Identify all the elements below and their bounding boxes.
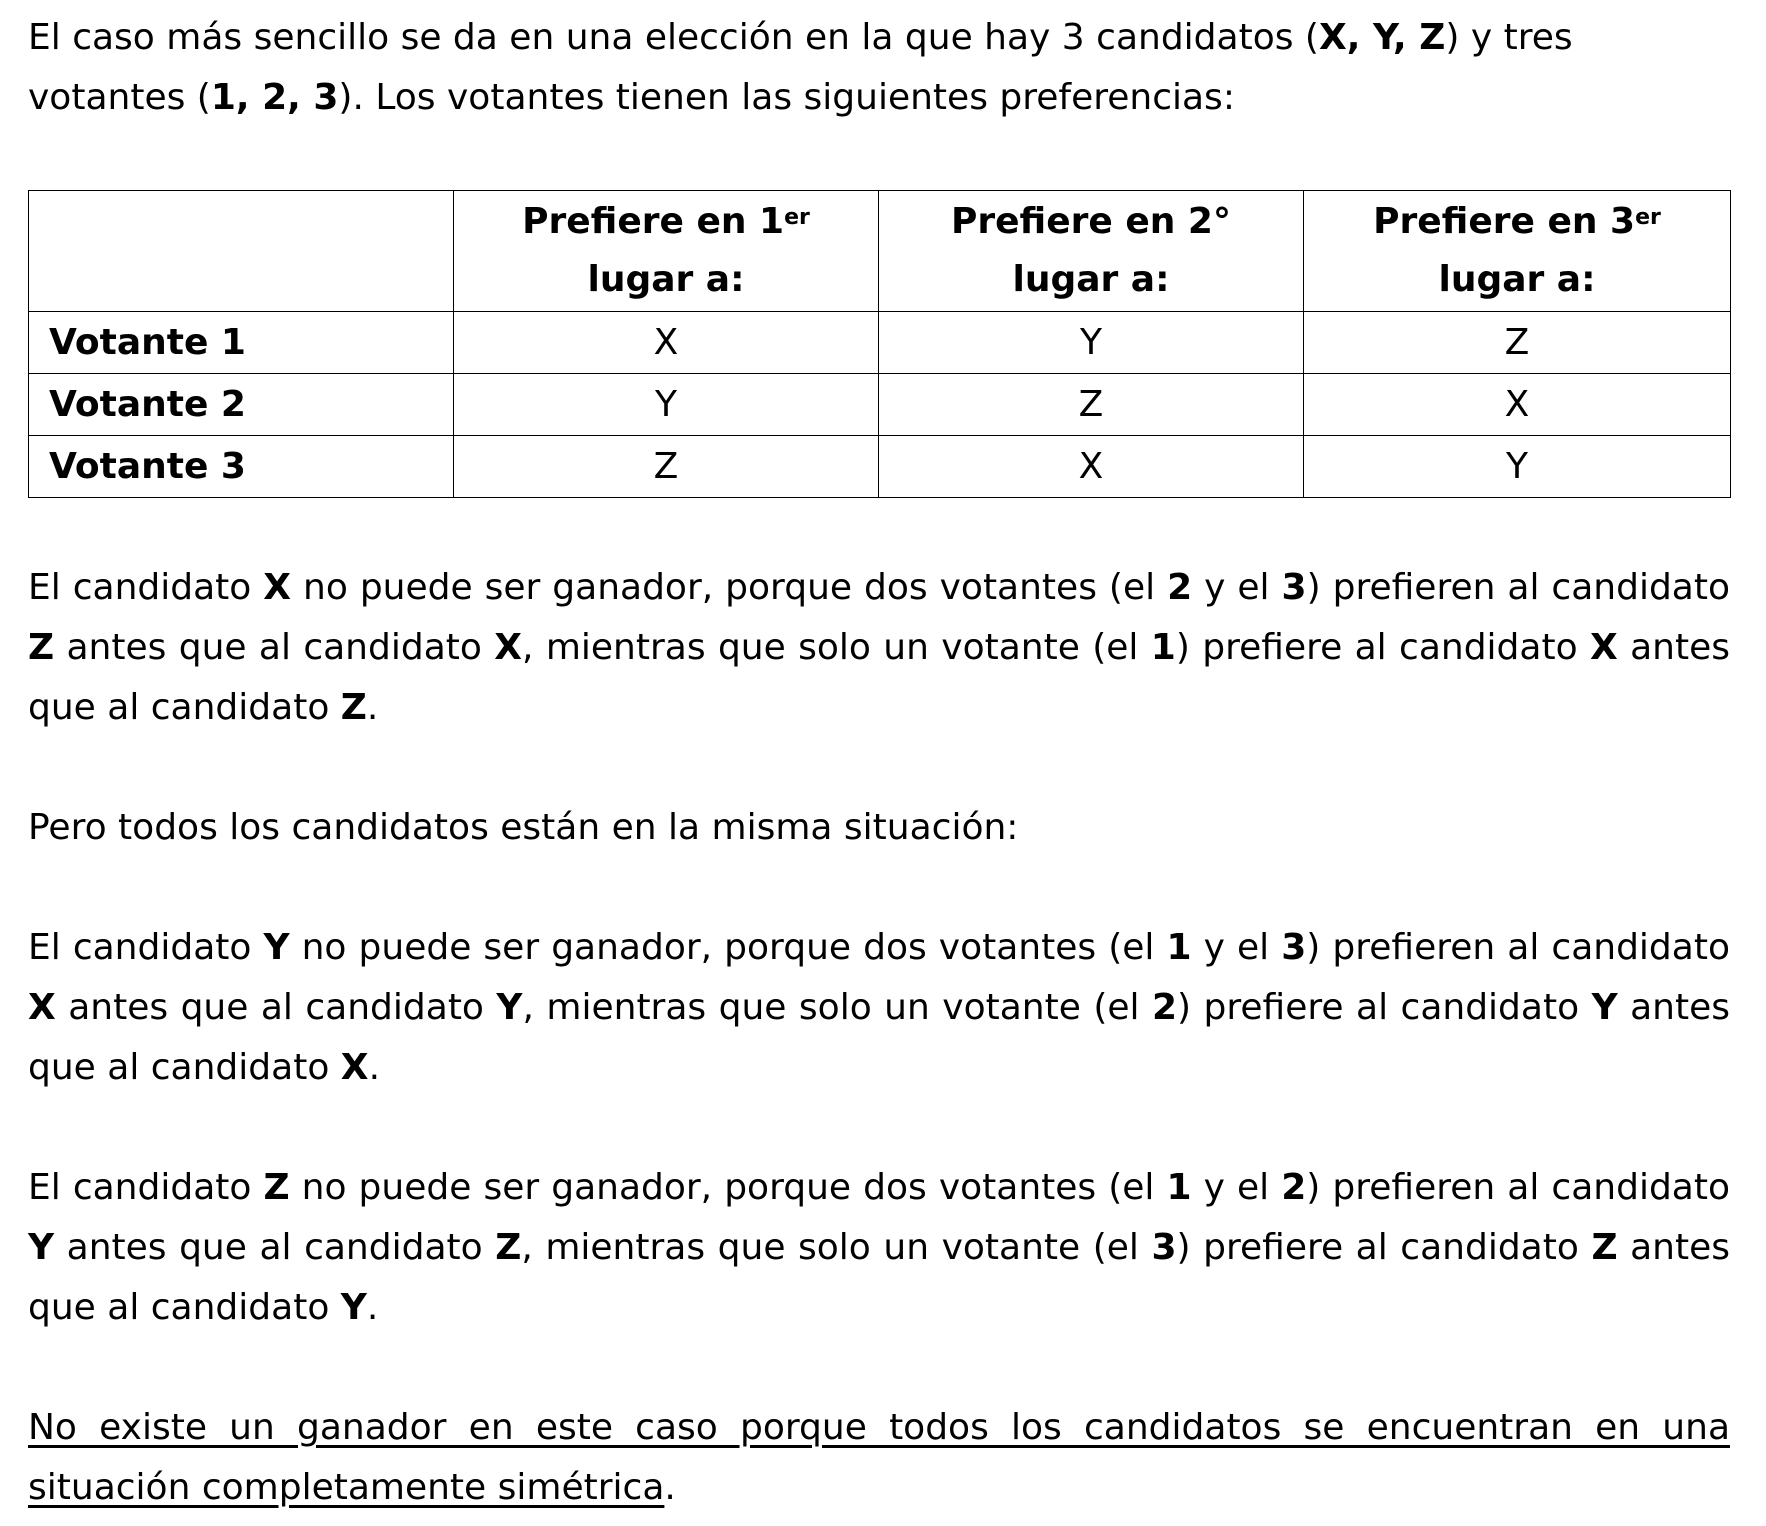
- candidates-list: X, Y, Z: [1318, 17, 1446, 58]
- table-cell: X: [454, 312, 879, 374]
- table-row: [29, 312, 1731, 374]
- table-header-cell: Prefiere en 2° lugar a:: [879, 191, 1304, 312]
- table-cell: Y: [879, 312, 1304, 374]
- table-cell: Z: [1304, 312, 1731, 374]
- table-corner-cell: [29, 191, 454, 312]
- preferences-table: [28, 190, 1731, 498]
- voters-list: 1, 2, 3: [210, 77, 339, 118]
- table-cell: Y: [1304, 436, 1731, 498]
- conclusion-paragraph: No existe un ganador en este caso porque todos los candidatos se encuentran en una situación completamente simétrica.: [28, 1407, 1730, 1508]
- intro-text: ) y tres votantes (: [28, 17, 1573, 118]
- row-label: Votante 3: [29, 436, 454, 498]
- row-label: Votante 2: [29, 374, 454, 436]
- paragraph-candidate-z: El candidato Z no puede ser ganador, porque dos votantes (el 1 y el 2) prefieren al candidato Y antes que al candidato Z, mientras que solo un votante (el 3) prefiere al candidato Z antes que al candidato Y.: [28, 1167, 1730, 1328]
- table-cell: Z: [879, 374, 1304, 436]
- table-row: [29, 436, 1731, 498]
- paragraph-candidate-y: El candidato Y no puede ser ganador, porque dos votantes (el 1 y el 3) prefieren al candidato X antes que al candidato Y, mientras que solo un votante (el 2) prefiere al candidato Y antes que al candidato X.: [28, 927, 1730, 1088]
- transition-paragraph: Pero todos los candidatos están en la misma situación:: [28, 807, 1019, 848]
- intro-text: El caso más sencillo se da en una elección en la que hay 3 candidatos (: [28, 17, 1319, 58]
- table-header-cell: Prefiere en 1er lugar a:: [454, 191, 879, 312]
- intro-paragraph: [28, 8, 1730, 128]
- table-header-row: [29, 191, 1731, 312]
- row-label: Votante 1: [29, 312, 454, 374]
- table-header-cell: Prefiere en 3er lugar a:: [1304, 191, 1731, 312]
- table-cell: X: [879, 436, 1304, 498]
- document-page: [28, 8, 1730, 1518]
- table-row: [29, 374, 1731, 436]
- intro-text: ). Los votantes tienen las siguientes preferencias:: [338, 77, 1235, 118]
- conclusion-text: No existe un ganador en este caso porque todos los candidatos se encuentran en una situación completamente simétrica: [28, 1407, 1730, 1508]
- table-cell: X: [1304, 374, 1731, 436]
- paragraph-candidate-x: El candidato X no puede ser ganador, porque dos votantes (el 2 y el 3) prefieren al candidato Z antes que al candidato X, mientras que solo un votante (el 1) prefiere al candidato X antes que al candidato Z.: [28, 567, 1731, 728]
- table-cell: Z: [454, 436, 879, 498]
- table-cell: Y: [454, 374, 879, 436]
